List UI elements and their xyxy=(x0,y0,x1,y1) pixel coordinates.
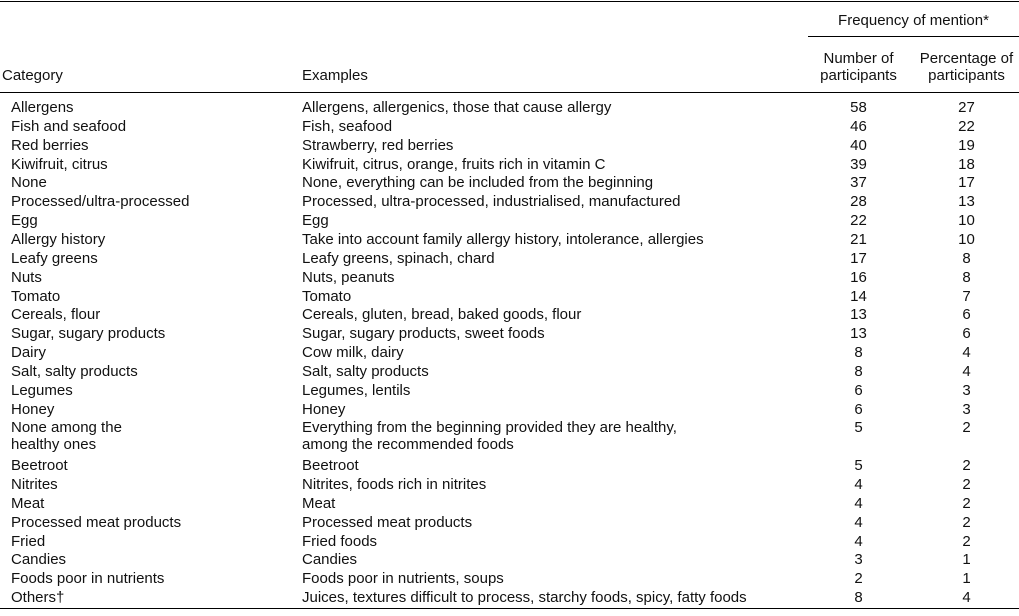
category-cell: Processed meat products xyxy=(11,513,182,531)
category-cell: Fried xyxy=(11,532,46,550)
percentage-cell: 4 xyxy=(962,589,971,607)
examples-cell: Nuts, peanuts xyxy=(302,268,395,286)
examples-cell: Kiwifruit, citrus, orange, fruits rich in vitamin C xyxy=(302,155,606,173)
examples-cell: Leafy greens, spinach, chard xyxy=(302,249,495,267)
number-cell: 13 xyxy=(850,325,867,343)
category-cell: Egg xyxy=(11,212,38,230)
number-cell: 39 xyxy=(850,155,867,173)
category-cell: Red berries xyxy=(11,136,89,154)
column-header-percentage: Percentage of participants xyxy=(919,50,1014,84)
column-header-category: Category xyxy=(2,67,63,84)
number-cell: 6 xyxy=(854,381,863,399)
category-cell: Meat xyxy=(11,494,45,512)
examples-cell: Salt, salty products xyxy=(302,362,429,380)
percentage-cell: 7 xyxy=(962,287,971,305)
examples-cell: Juices, textures difficult to process, starchy foods, spicy, fatty foods xyxy=(302,589,747,607)
examples-cell: Egg xyxy=(302,212,329,230)
examples-cell: Candies xyxy=(302,551,358,569)
examples-cell: None, everything can be included from the beginning xyxy=(302,174,654,192)
category-cell: None xyxy=(11,174,47,192)
examples-cell: Honey xyxy=(302,400,346,418)
number-cell: 37 xyxy=(850,174,867,192)
examples-cell: Processed, ultra-processed, industrialised, manufactured xyxy=(302,193,681,211)
number-cell: 22 xyxy=(850,212,867,230)
examples-cell: Legumes, lentils xyxy=(302,381,411,399)
examples-cell: Meat xyxy=(302,494,336,512)
examples-cell: Nitrites, foods rich in nitrites xyxy=(302,476,487,493)
number-cell: 13 xyxy=(850,306,867,324)
number-cell: 4 xyxy=(854,476,863,493)
examples-cell: Beetroot xyxy=(302,457,359,475)
number-cell: 14 xyxy=(850,287,867,305)
percentage-cell: 6 xyxy=(962,306,971,324)
percentage-cell: 8 xyxy=(962,249,971,267)
examples-cell: Fried foods xyxy=(302,532,378,550)
examples-cell: Cereals, gluten, bread, baked goods, flour xyxy=(302,306,582,324)
examples-cell: Foods poor in nutrients, soups xyxy=(302,570,504,588)
category-cell: Candies xyxy=(11,551,67,569)
header-bottom-rule xyxy=(0,92,1019,93)
percentage-cell: 4 xyxy=(962,362,971,380)
category-cell: Salt, salty products xyxy=(11,362,138,380)
span-header-rule xyxy=(808,36,1019,37)
percentage-cell: 2 xyxy=(962,494,971,512)
category-cell: Fish and seafood xyxy=(11,117,127,135)
examples-cell: Strawberry, red berries xyxy=(302,136,454,154)
percentage-cell: 22 xyxy=(958,117,975,135)
frequency-span-header: Frequency of mention* xyxy=(838,12,989,29)
number-cell: 8 xyxy=(854,362,863,380)
category-cell: Allergens xyxy=(11,99,74,116)
percentage-cell: 2 xyxy=(962,476,971,493)
percentage-cell: 10 xyxy=(958,212,975,230)
percentage-cell: 3 xyxy=(962,381,971,399)
number-cell: 2 xyxy=(854,570,863,588)
number-cell: 4 xyxy=(854,532,863,550)
number-cell: 46 xyxy=(850,117,867,135)
number-cell: 28 xyxy=(850,193,867,211)
category-cell: Sugar, sugary products xyxy=(11,325,166,343)
number-cell: 5 xyxy=(854,457,863,475)
category-cell: Honey xyxy=(11,400,55,418)
percentage-cell: 19 xyxy=(958,136,975,154)
number-cell: 8 xyxy=(854,344,863,362)
percentage-cell: 17 xyxy=(958,174,975,192)
percentage-cell: 2 xyxy=(962,419,971,437)
percentage-cell: 1 xyxy=(962,551,971,569)
category-cell: Allergy history xyxy=(11,230,106,248)
percentage-cell: 13 xyxy=(958,193,975,211)
examples-cell: Sugar, sugary products, sweet foods xyxy=(302,325,545,343)
examples-cell: Everything from the beginning provided they are healthy, among the recommended foods xyxy=(302,419,677,454)
examples-cell: Cow milk, dairy xyxy=(302,344,404,362)
percentage-cell: 2 xyxy=(962,457,971,475)
percentage-cell: 2 xyxy=(962,532,971,550)
percentage-cell: 4 xyxy=(962,344,971,362)
percentage-cell: 10 xyxy=(958,230,975,248)
category-cell: Leafy greens xyxy=(11,249,98,267)
category-cell: Processed/ultra-processed xyxy=(11,193,190,211)
number-cell: 58 xyxy=(850,99,867,116)
examples-cell: Processed meat products xyxy=(302,513,473,531)
number-cell: 6 xyxy=(854,400,863,418)
percentage-cell: 3 xyxy=(962,400,971,418)
number-cell: 17 xyxy=(850,249,867,267)
category-cell: Nitrites xyxy=(11,476,58,493)
category-cell: Beetroot xyxy=(11,457,68,475)
table-bottom-rule xyxy=(0,608,1019,609)
category-cell: Foods poor in nutrients xyxy=(11,570,165,588)
percentage-cell: 2 xyxy=(962,513,971,531)
percentage-cell: 18 xyxy=(958,155,975,173)
column-header-examples: Examples xyxy=(302,67,368,84)
category-cell: Others† xyxy=(11,589,65,607)
number-cell: 5 xyxy=(854,419,863,437)
category-cell: Cereals, flour xyxy=(11,306,101,324)
category-cell: Legumes xyxy=(11,381,73,399)
number-cell: 21 xyxy=(850,230,867,248)
number-cell: 4 xyxy=(854,513,863,531)
category-cell: Dairy xyxy=(11,344,47,362)
examples-cell: Allergens, allergenics, those that cause allergy xyxy=(302,99,612,116)
category-cell: Kiwifruit, citrus xyxy=(11,155,108,173)
examples-cell: Take into account family allergy history, intolerance, allergies xyxy=(302,230,704,248)
examples-cell: Fish, seafood xyxy=(302,117,393,135)
category-cell: Tomato xyxy=(11,287,61,305)
percentage-cell: 27 xyxy=(958,99,975,116)
number-cell: 4 xyxy=(854,494,863,512)
table-top-rule xyxy=(0,1,1019,2)
number-cell: 8 xyxy=(854,589,863,607)
category-cell: Nuts xyxy=(11,268,42,286)
percentage-cell: 8 xyxy=(962,268,971,286)
number-cell: 40 xyxy=(850,136,867,154)
number-cell: 3 xyxy=(854,551,863,569)
category-cell: None among the healthy ones xyxy=(11,419,122,454)
percentage-cell: 6 xyxy=(962,325,971,343)
number-cell: 16 xyxy=(850,268,867,286)
percentage-cell: 1 xyxy=(962,570,971,588)
examples-cell: Tomato xyxy=(302,287,352,305)
column-header-number: Number of participants xyxy=(820,50,897,84)
